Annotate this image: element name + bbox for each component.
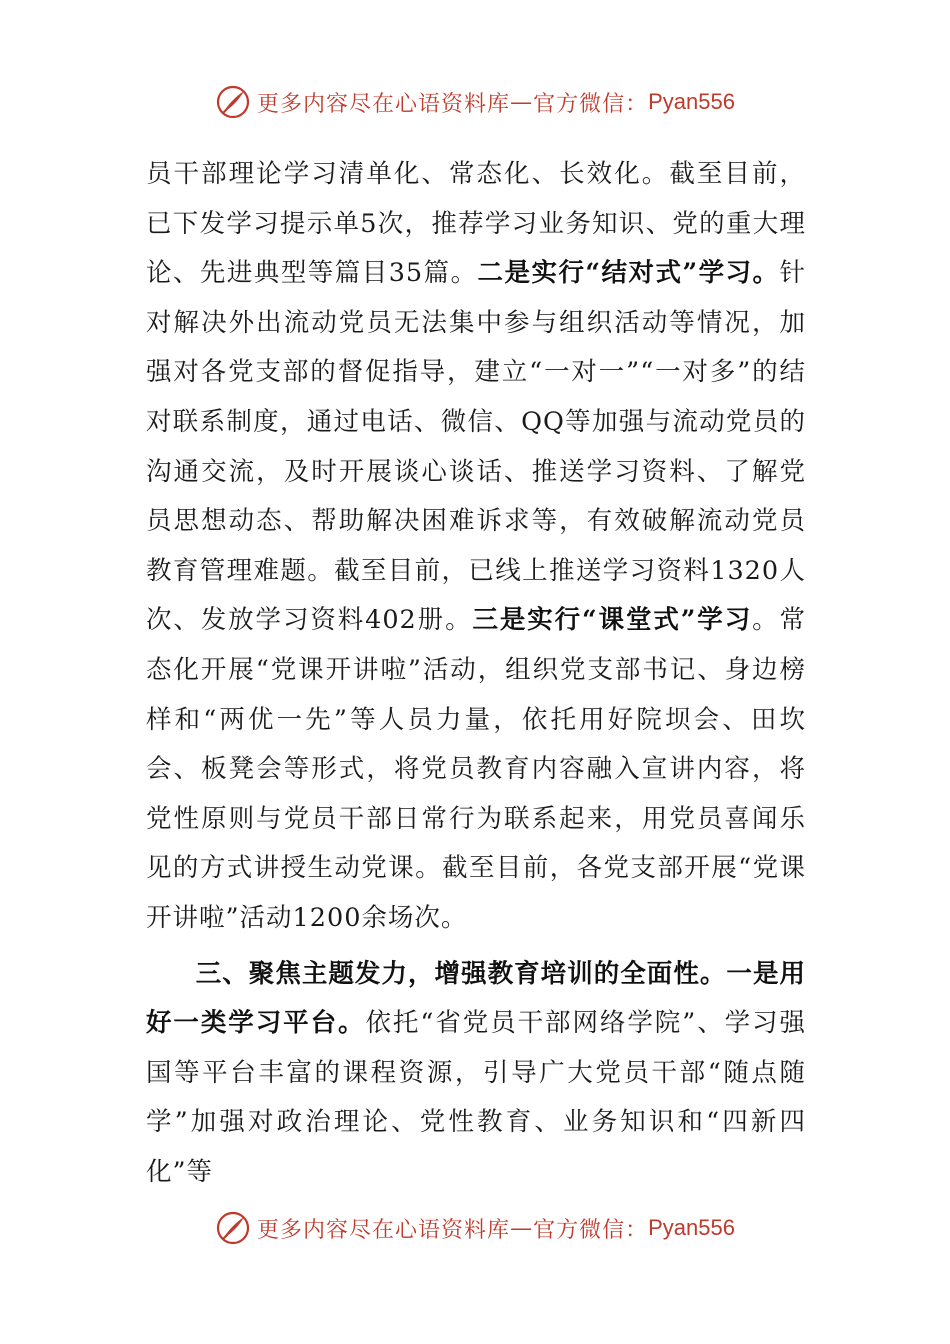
paragraph-2-text: 依托“省党员干部网络学院”、学习强国等平台丰富的课程资源，引导广大党员干部“随点随学”加强对政治理论、党性教育、业务知识和“四新四化”等 — [146, 1008, 806, 1187]
paragraph-1-heading-3: 三是实行“课堂式”学习 — [472, 605, 753, 636]
paragraph-2-heading: 三、聚焦主题发力，增强教育培训的全面性。一是用好一类学习平台。 — [146, 958, 806, 1039]
quill-pen-logo-icon — [215, 1210, 251, 1246]
paragraph-1-text-1: 员干部理论学习清单化、常态化、长效化。截至目前，已下发学习提示单5次，推荐学习业务知识、党的重大理论、先进典型等篇目35篇。 — [146, 159, 806, 289]
paragraph-2 — [146, 950, 806, 1198]
header-brand-text: 更多内容尽在心语资料库 — [257, 91, 511, 117]
paragraph-1-text-2: 针对解决外出流动党员无法集中参与组织活动等情况，加强对各党支部的督促指导，建立“一对一”“一对多”的结对联系制度，通过电话、微信、QQ等加强与流动党员的沟通交流，及时开展谈心谈话、推送学习资料、了解党员思想动态、帮助解决困难诉求等，有效破解流动党员教育管理难题。截至目前，已线上推送学习资料1320人次、发放学习资料402册。 — [146, 258, 806, 636]
header-dash: — — [510, 89, 534, 115]
paragraph-1-text-3: 。常态化开展“党课开讲啦”活动，组织党支部书记、身边榜样和“两优一先”等人员力量，依托用好院坝会、田坎会、板凳会等形式，将党员教育内容融入宣讲内容，将党性原则与党员干部日常行为联系起来，用党员喜闻乐见的方式讲授生动党课。截至目前，各党支部开展“党课开讲啦”活动1200余场次。 — [146, 605, 806, 933]
header-wechat-label: 官方微信： — [533, 91, 649, 117]
quill-pen-logo-icon — [215, 84, 251, 120]
footer-dash: — — [510, 1215, 534, 1241]
header-banner — [0, 82, 950, 122]
footer-brand-text: 更多内容尽在心语资料库 — [257, 1217, 511, 1243]
paragraph-1-heading-2: 二是实行“结对式”学习。 — [477, 258, 780, 289]
footer-wechat-label: 官方微信： — [533, 1217, 649, 1243]
header-wechat-id: Pyan556 — [648, 89, 735, 114]
footer-wechat-id: Pyan556 — [648, 1215, 735, 1240]
footer-banner — [0, 1208, 950, 1248]
paragraph-1 — [146, 150, 806, 944]
body-text — [146, 150, 806, 1197]
